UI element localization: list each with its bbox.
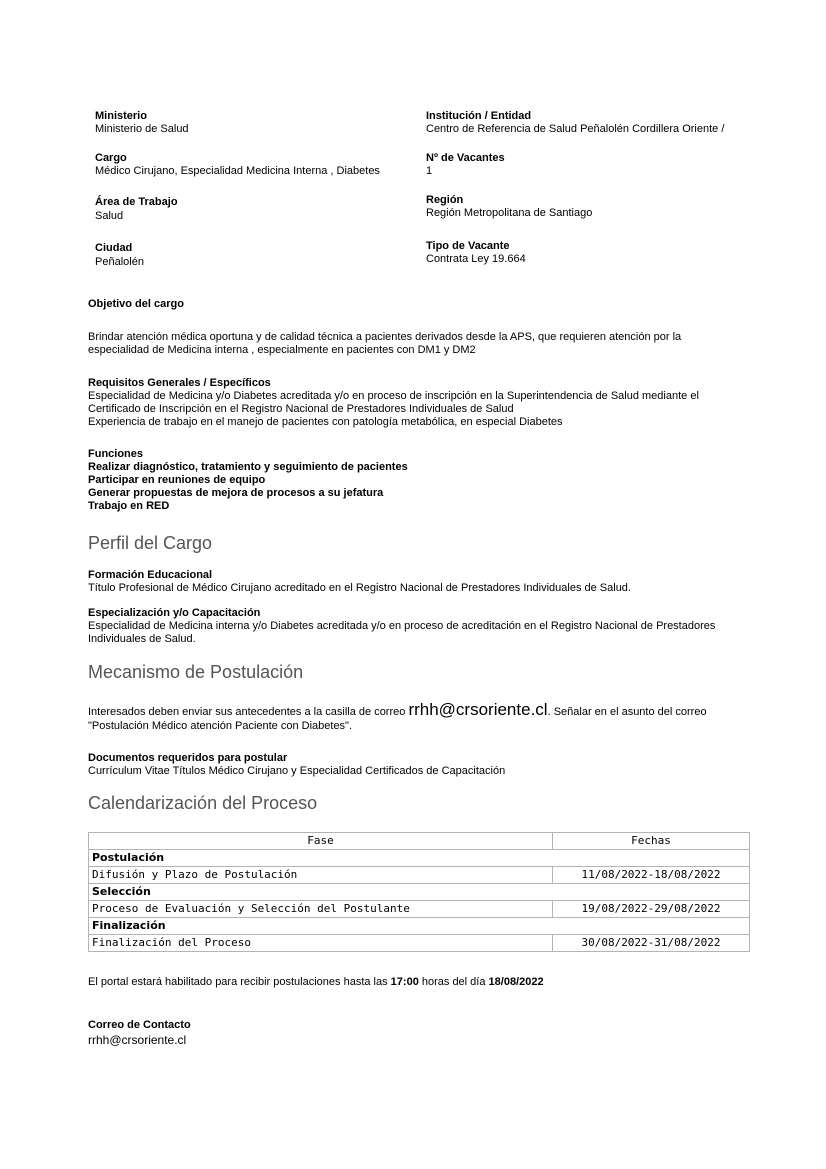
requisitos-title: Requisitos Generales / Específicos (88, 377, 271, 389)
especializacion-value: Especialidad de Medicina interna y/o Diabetes acreditada y/o en proceso de acreditación en el Registro Nacional de Prestadores Individuales de Salud. (88, 620, 716, 645)
table-row (89, 935, 750, 952)
mecanismo-text (88, 700, 728, 733)
col-fechas-header: Fechas (553, 833, 750, 850)
formacion-value: Título Profesional de Médico Cirujano acreditado en el Registro Nacional de Prestadores Individuales de Salud. (88, 582, 631, 594)
cargo-value: Médico Cirujano, Especialidad Medicina Interna , Diabetes (95, 165, 380, 177)
documentos-value: Currículum Vitae Títulos Médico Cirujano y Especialidad Certificados de Capacitación (88, 765, 506, 777)
area-label: Área de Trabajo (95, 196, 178, 208)
calendario-heading: Calendarización del Proceso (88, 793, 318, 813)
tipo-value: Contrata Ley 19.664 (426, 253, 526, 265)
portal-fecha: 18/08/2022 (488, 976, 544, 988)
group-finalizacion: Finalización (89, 918, 750, 935)
mecanismo-heading: Mecanismo de Postulación (88, 662, 304, 682)
table-group-row (89, 850, 750, 867)
vacantes-value: 1 (426, 165, 433, 177)
region-value: Región Metropolitana de Santiago (426, 207, 593, 219)
tipo-label: Tipo de Vacante (426, 240, 510, 252)
institucion-value: Centro de Referencia de Salud Peñalolén Cordillera Oriente / (426, 123, 725, 135)
funcion-item: Realizar diagnóstico, tratamiento y seguimiento de pacientes (88, 461, 408, 473)
region-label: Región (426, 194, 464, 206)
documentos-label: Documentos requeridos para postular (88, 752, 288, 764)
ciudad-label: Ciudad (95, 242, 133, 254)
fase-cell: Finalización del Proceso (89, 935, 553, 952)
fecha-cell: 11/08/2022-18/08/2022 (553, 867, 750, 884)
funciones-title: Funciones (88, 448, 144, 460)
table-row (89, 901, 750, 918)
funcion-item: Trabajo en RED (88, 500, 170, 512)
table-header-row (89, 833, 750, 850)
requisitos-line2: Experiencia de trabajo en el manejo de pacientes con patología metabólica, en especial Diabetes (88, 416, 563, 428)
table-group-row (89, 884, 750, 901)
fase-cell: Proceso de Evaluación y Selección del Postulante (89, 901, 553, 918)
portal-text1: El portal estará habilitado para recibir postulaciones hasta las (88, 976, 391, 988)
requisitos-line1: Especialidad de Medicina y/o Diabetes acreditada y/o en proceso de inscripción en la Superintendencia de Salud mediante el Certificado de Inscripción en el Registro Nacional de Prestadores Individuales de Salud (88, 390, 699, 415)
fase-cell: Difusión y Plazo de Postulación (89, 867, 553, 884)
objetivo-title: Objetivo del cargo (88, 298, 184, 310)
vacantes-label: Nº de Vacantes (426, 152, 505, 164)
group-postulacion: Postulación (89, 850, 750, 867)
portal-note (88, 976, 544, 989)
ministerio-label: Ministerio (95, 110, 147, 122)
mecanismo-text-after: . Señalar en el asunto del correo "Postulación Médico atención Paciente con Diabetes". (88, 706, 707, 732)
table-row (89, 867, 750, 884)
col-fase-header: Fase (89, 833, 553, 850)
especializacion-label: Especialización y/o Capacitación (88, 607, 261, 619)
contacto-email[interactable]: rrhh@crsoriente.cl (88, 1033, 187, 1047)
fecha-cell: 19/08/2022-29/08/2022 (553, 901, 750, 918)
contacto-label: Correo de Contacto (88, 1019, 191, 1031)
funcion-item: Participar en reuniones de equipo (88, 474, 266, 486)
funciones-list (88, 461, 408, 513)
portal-text2: horas del día (418, 976, 489, 988)
ciudad-value: Peñalolén (95, 256, 144, 268)
funcion-item: Generar propuestas de mejora de procesos a su jefatura (88, 487, 384, 499)
portal-hora: 17:00 (390, 976, 419, 988)
perfil-heading: Perfil del Cargo (88, 533, 213, 553)
group-seleccion: Selección (89, 884, 750, 901)
fecha-cell: 30/08/2022-31/08/2022 (553, 935, 750, 952)
calendario-table (88, 832, 750, 952)
ministerio-value: Ministerio de Salud (95, 123, 189, 135)
objetivo-text: Brindar atención médica oportuna y de calidad técnica a pacientes derivados desde la APS, que requieren atención por la especialidad de Medicina interna , especialmente en pacientes con DM1 y DM2 (88, 331, 682, 356)
mecanismo-email: rrhh@crsoriente.cl (408, 700, 548, 719)
mecanismo-text-before: Interesados deben enviar sus antecedentes a la casilla de correo (88, 706, 409, 718)
institucion-label: Institución / Entidad (426, 110, 532, 122)
cargo-label: Cargo (95, 152, 127, 164)
area-value: Salud (95, 210, 124, 222)
table-group-row (89, 918, 750, 935)
formacion-label: Formación Educacional (88, 569, 213, 581)
